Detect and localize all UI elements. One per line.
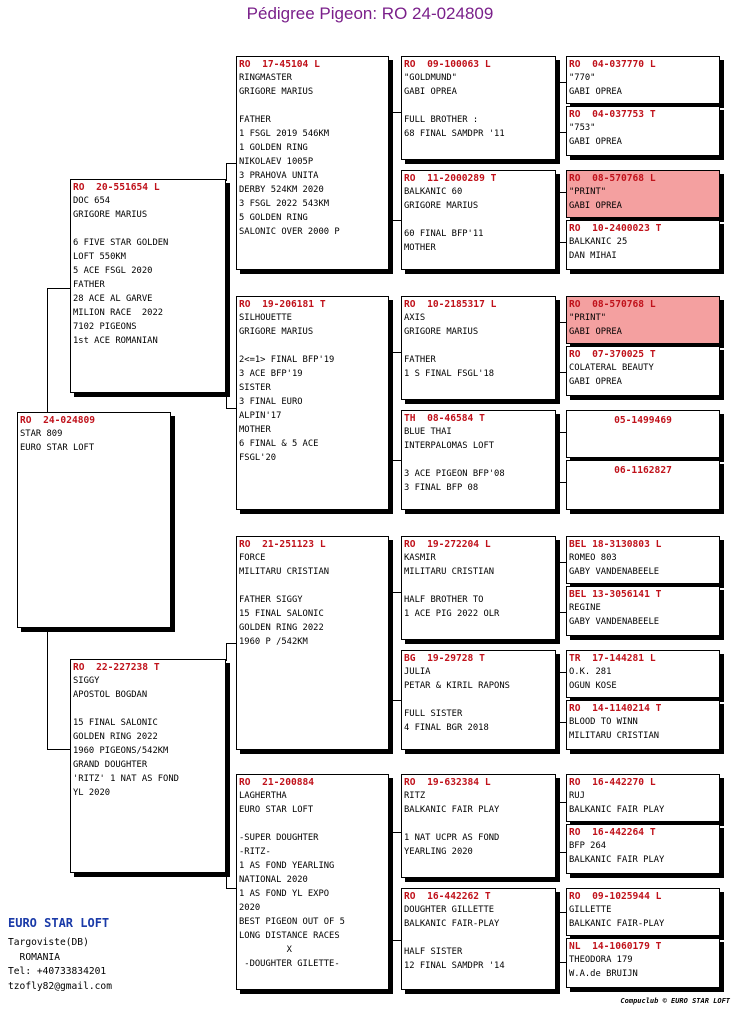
ancestor-card[interactable] (566, 460, 720, 510)
ancestor-card[interactable] (566, 220, 720, 270)
footer-credit: Compuclub © EURO STAR LOFT (620, 997, 730, 1005)
great-grandparent-ring: TH 08-46584 T (404, 413, 485, 424)
great-grandparent-card[interactable] (401, 296, 556, 400)
connector (226, 643, 227, 661)
ancestor-ring: RO 08-570768 L (569, 299, 656, 310)
ancestor-card[interactable] (566, 586, 720, 636)
ancestor-ring: 06-1162827 (614, 465, 672, 476)
ancestor-card[interactable] (566, 296, 720, 344)
grandparent-details: SILHOUETTE GRIGORE MARIUS 2<=1> FINAL BFP'19 3 ACE BFP'19 SISTER 3 FINAL EURO ALPIN'17 MOTHER 6 FINAL & 5 ACE FSGL'20 (239, 313, 335, 463)
great-grandparent-card[interactable] (401, 650, 556, 750)
great-grandparent-card[interactable] (401, 536, 556, 640)
ancestor-ring: RO 16-442270 L (569, 777, 656, 788)
ancestor-ring: BEL 13-3056141 T (569, 589, 662, 600)
ancestor-card[interactable] (566, 774, 720, 822)
dam-details: SIGGY APOSTOL BOGDAN 15 FINAL SALONIC GOLDEN RING 2022 1960 PIGEONS/542KM GRAND DOUGHTER 'RITZ' 1 NAT AS FOND YL 2020 (73, 676, 179, 798)
grandparent-card[interactable] (236, 296, 389, 510)
great-grandparent-details: "GOLDMUND" GABI OPREA FULL BROTHER : 68 FINAL SAMDPR '11 (404, 73, 505, 139)
owner-name: EURO STAR LOFT (8, 916, 110, 930)
ancestor-card[interactable] (566, 106, 720, 156)
connector (47, 288, 48, 412)
ancestor-ring: NL 14-1060179 T (569, 941, 662, 952)
grandparent-ring: RO 21-200884 (239, 777, 315, 788)
grandparent-card[interactable] (236, 536, 389, 750)
ancestor-details: BFP 264 BALKANIC FAIR PLAY (569, 841, 665, 865)
ancestor-card[interactable] (566, 346, 720, 396)
ancestor-ring: RO 14-1140214 T (569, 703, 662, 714)
ancestor-details: "753" GABI OPREA (569, 123, 622, 147)
great-grandparent-ring: RO 16-442262 T (404, 891, 491, 902)
grandparent-ring: RO 19-206181 T (239, 299, 326, 310)
ancestor-ring: BEL 18-3130803 L (569, 539, 662, 550)
ancestor-details: "PRINT" GABI OPREA (569, 187, 622, 211)
grandparent-card[interactable] (236, 774, 389, 990)
ancestor-ring: RO 16-442264 T (569, 827, 656, 838)
ancestor-card[interactable] (566, 824, 720, 874)
dam-card[interactable] (70, 659, 226, 873)
ancestor-ring: RO 10-2400023 T (569, 223, 662, 234)
great-grandparent-ring: RO 09-100063 L (404, 59, 491, 70)
ancestor-details: "770" GABI OPREA (569, 73, 622, 97)
page-title: Pédigree Pigeon: RO 24-024809 (246, 4, 494, 23)
grandparent-details: LAGHERTHA EURO STAR LOFT -SUPER DOUGHTER -RITZ- 1 AS FOND YEARLING NATIONAL 2020 1 AS FOND YL EXPO 2020 BEST PIGEON OUT OF 5 LONG DISTANCE RACES X -DOUGHTER GILETTE- (239, 791, 345, 969)
ancestor-details: GILLETTE BALKANIC FAIR-PLAY (569, 905, 665, 929)
ancestor-ring: RO 04-037770 L (569, 59, 656, 70)
ancestor-details: THEODORA 179 W.A.de BRUIJN (569, 955, 638, 979)
ancestor-ring: TR 17-144281 L (569, 653, 656, 664)
connector (226, 394, 227, 408)
subject-ring: RO 24-024809 (20, 415, 96, 426)
great-grandparent-details: JULIA PETAR & KIRIL RAPONS FULL SISTER 4 FINAL BGR 2018 (404, 667, 510, 733)
connector (226, 874, 227, 888)
connector (47, 288, 71, 289)
dam-ring: RO 22-227238 T (73, 662, 160, 673)
great-grandparent-card[interactable] (401, 56, 556, 160)
subject-card[interactable] (17, 412, 171, 628)
grandparent-details: FORCE MILITARU CRISTIAN FATHER SIGGY 15 FINAL SALONIC GOLDEN RING 2022 1960 P /542KM (239, 553, 330, 647)
great-grandparent-details: DOUGHTER GILLETTE BALKANIC FAIR-PLAY HALF SISTER 12 FINAL SAMDPR '14 (404, 905, 505, 971)
great-grandparent-card[interactable] (401, 170, 556, 270)
sire-card[interactable] (70, 179, 226, 393)
sire-details: DOC 654 GRIGORE MARIUS 6 FIVE STAR GOLDEN LOFT 550KM 5 ACE FSGL 2020 FATHER 28 ACE AL GARVE MILION RACE 2022 7102 PIGEONS 1st ACE ROMANIAN (73, 196, 169, 346)
grandparent-ring: RO 17-45104 L (239, 59, 320, 70)
ancestor-details: COLATERAL BEAUTY GABI OPREA (569, 363, 654, 387)
great-grandparent-ring: RO 10-2185317 L (404, 299, 497, 310)
great-grandparent-card[interactable] (401, 774, 556, 878)
ancestor-card[interactable] (566, 536, 720, 584)
ancestor-ring: RO 04-037753 T (569, 109, 656, 120)
great-grandparent-card[interactable] (401, 410, 556, 510)
connector (47, 628, 48, 750)
great-grandparent-details: KASMIR MILITARU CRISTIAN HALF BROTHER TO 1 ACE PIG 2022 OLR (404, 553, 500, 619)
owner-contact: Targoviste(DB) ROMANIA Tel: +40733834201 tzofly82@gmail.com (8, 937, 112, 992)
ancestor-details: BALKANIC 25 DAN MIHAI (569, 237, 628, 261)
great-grandparent-details: BLUE THAI INTERPALOMAS LOFT 3 ACE PIGEON BFP'08 3 FINAL BFP 08 (404, 427, 505, 493)
connector (47, 749, 71, 750)
great-grandparent-ring: BG 19-29728 T (404, 653, 485, 664)
great-grandparent-details: BALKANIC 60 GRIGORE MARIUS 60 FINAL BFP'11 MOTHER (404, 187, 484, 253)
great-grandparent-ring: RO 11-2000289 T (404, 173, 497, 184)
connector (226, 163, 227, 181)
subject-details: STAR 809 EURO STAR LOFT (20, 429, 95, 453)
ancestor-card[interactable] (566, 938, 720, 988)
ancestor-details: REGINE GABY VANDENABEELE (569, 603, 660, 627)
ancestor-ring: 05-1499469 (614, 415, 672, 426)
sire-ring: RO 20-551654 L (73, 182, 160, 193)
ancestor-card[interactable] (566, 888, 720, 936)
ancestor-card[interactable] (566, 170, 720, 218)
great-grandparent-ring: RO 19-632384 L (404, 777, 491, 788)
ancestor-details: "PRINT" GABI OPREA (569, 313, 622, 337)
ancestor-details: O.K. 281 OGUN KOSE (569, 667, 617, 691)
ancestor-card[interactable] (566, 56, 720, 104)
ancestor-card[interactable] (566, 410, 720, 458)
ancestor-card[interactable] (566, 700, 720, 750)
great-grandparent-details: RITZ BALKANIC FAIR PLAY 1 NAT UCPR AS FOND YEARLING 2020 (404, 791, 500, 857)
ancestor-details: RUJ BALKANIC FAIR PLAY (569, 791, 665, 815)
great-grandparent-card[interactable] (401, 888, 556, 990)
great-grandparent-details: AXIS GRIGORE MARIUS FATHER 1 S FINAL FSGL'18 (404, 313, 495, 379)
ancestor-details: BLOOD TO WINN MILITARU CRISTIAN (569, 717, 660, 741)
ancestor-card[interactable] (566, 650, 720, 698)
grandparent-card[interactable] (236, 56, 389, 270)
grandparent-details: RINGMASTER GRIGORE MARIUS FATHER 1 FSGL 2019 546KM 1 GOLDEN RING NIKOLAEV 1005P 3 PRAHOVA UNITA DERBY 524KM 2020 3 FSGL 2022 543KM 5 GOLDEN RING SALONIC OVER 2000 P (239, 73, 340, 237)
grandparent-ring: RO 21-251123 L (239, 539, 326, 550)
ancestor-ring: RO 09-1025944 L (569, 891, 662, 902)
ancestor-ring: RO 07-370025 T (569, 349, 656, 360)
great-grandparent-ring: RO 19-272204 L (404, 539, 491, 550)
ancestor-details: ROMEO 803 GABY VANDENABEELE (569, 553, 660, 577)
ancestor-ring: RO 08-570768 L (569, 173, 656, 184)
